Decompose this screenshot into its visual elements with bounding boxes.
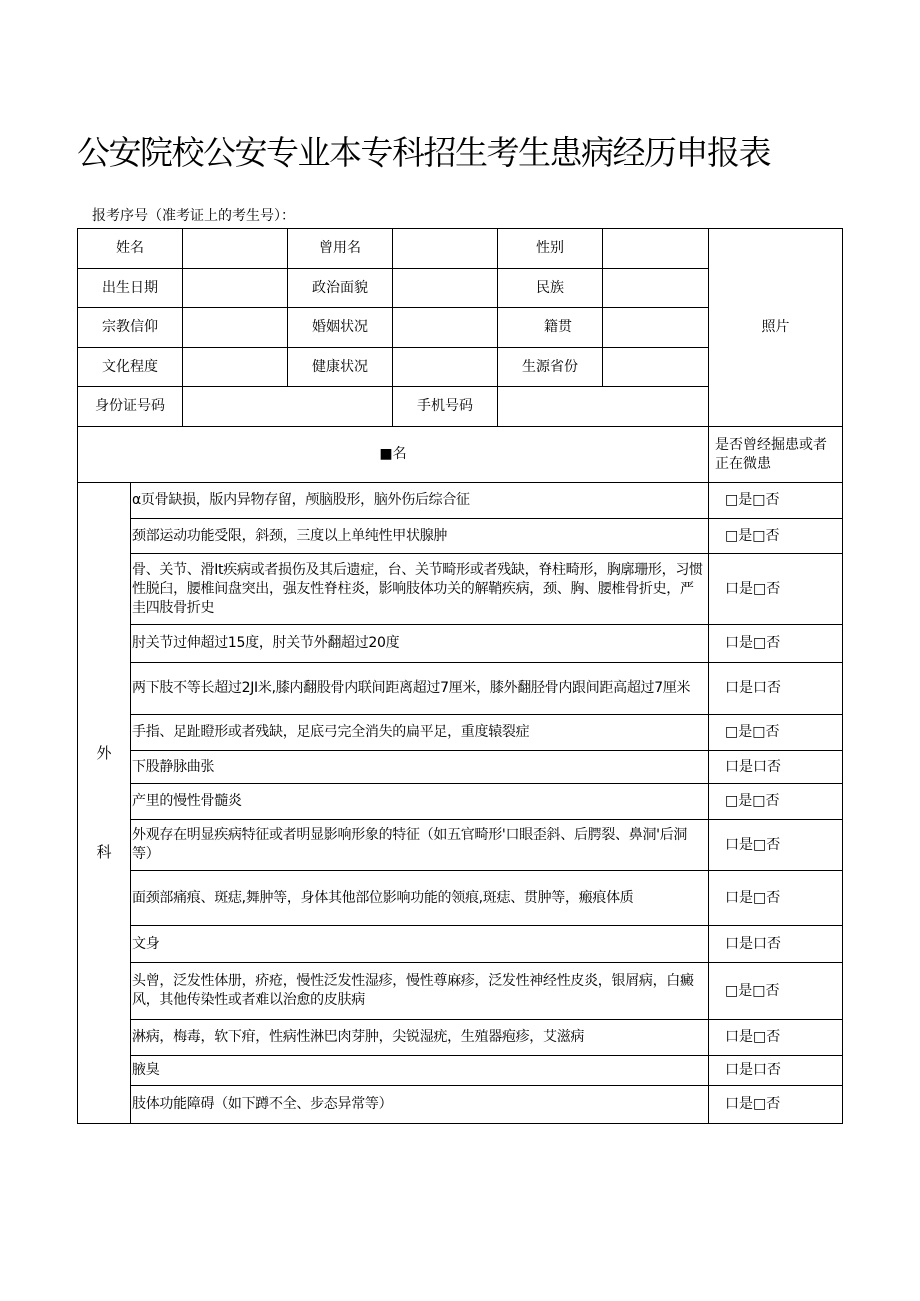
item-text: 颈部运动功能受限，斜颈，三度以上单纯性甲状腺肿 [131, 519, 709, 554]
item-text: 头曾，泛发性体册，疥疮，慢性泛发性湿疹，慢性尊麻疹，泛发性神经性皮炎，银屑病，白癜风，其他传染性或者难以治愈的皮肤病 [131, 963, 709, 1020]
item-text: 骨、关节、滑It疾病或者损伤及其后遗症，台、关节畸形或者残缺，脊柱畸形，胸廓珊形，习惯性脱臼，腰椎间盘突出，强友性脊柱炎，影响肢体功关的解鞘疾病，颈、胸、腰椎骨折史，严圭四肢骨折史 [131, 554, 709, 625]
health-label: 健康状况 [312, 359, 368, 375]
photo-box[interactable]: 照片 [709, 229, 843, 427]
item-text: 下股静脉曲张 [131, 751, 709, 784]
item-answer[interactable]: 口是□否 [709, 625, 843, 663]
birth-date-label: 出生日期 [78, 269, 183, 308]
department-char-1: 外 [96, 744, 112, 762]
former-name-field[interactable] [393, 229, 498, 269]
phone-label: 手机号码 [393, 387, 498, 427]
education-field[interactable] [183, 348, 393, 387]
item-text: 腋臭 [131, 1056, 709, 1086]
political-field[interactable] [393, 269, 498, 308]
phone-field[interactable] [498, 387, 709, 427]
item-answer[interactable]: 口是□否 [709, 871, 843, 926]
id-number-field[interactable] [183, 387, 393, 427]
registration-number-label: 报考序号（准考证上的考生号）： [92, 208, 295, 224]
item-answer[interactable]: □是□否 [709, 963, 843, 1020]
origin-province-field[interactable] [603, 348, 709, 387]
ethnicity-field[interactable] [603, 269, 709, 308]
item-answer[interactable]: 口是□否 [709, 1020, 843, 1056]
religion-label: 宗教信仰 [78, 308, 183, 348]
item-text: 肢体功能障碍（如下蹲不全、步态异常等） [131, 1086, 709, 1124]
page-title: 公安院校公安专业本专科招生考生患病经历申报表 [77, 133, 770, 172]
gender-field[interactable] [603, 229, 709, 269]
item-text: 两下肢不等长超过2JI米,膝内翻股骨内联间距离超过7厘米，膝外翻胫骨内跟间距高超过7厘米 [131, 663, 709, 715]
item-text: 淋病，梅毒，软下疳，性病性淋巴肉芽肿，尖锐湿疣，生殖器疱疹，艾滋病 [131, 1020, 709, 1056]
religion-field[interactable] [183, 308, 393, 348]
political-label: 政治面貌 [312, 280, 368, 296]
former-name-label: 曾用名 [319, 240, 361, 256]
item-text: 产里的慢性骨髓炎 [131, 784, 709, 820]
ethnicity-label: 民族 [498, 269, 603, 308]
item-answer[interactable]: 口是口否 [709, 663, 843, 715]
native-place-field[interactable] [603, 308, 709, 348]
item-answer[interactable]: □是□否 [709, 784, 843, 820]
education-label: 文化程度 [78, 348, 183, 387]
item-text: 手指、足趾瞪形或者残缺，足底弓完全消失的扁平足，重度辕裂症 [131, 715, 709, 751]
declaration-form [77, 228, 843, 1124]
department-surgery [78, 483, 131, 1124]
item-answer[interactable]: 口是□否 [709, 554, 843, 625]
item-answer[interactable]: □是□否 [709, 483, 843, 519]
answer-header: 是否曾经掘患或者正在微患 [709, 427, 843, 483]
item-answer[interactable]: □是□否 [709, 715, 843, 751]
name-label: 姓名 [78, 229, 183, 269]
gender-label: 性别 [498, 229, 603, 269]
item-answer[interactable]: 口是□否 [709, 820, 843, 871]
native-place-label: 籍贯 [498, 308, 603, 348]
marital-label: 婚姻状况 [312, 319, 368, 335]
item-text: α页骨缺损，版内异物存留，颅脑股形，脑外伤后综合征 [131, 483, 709, 519]
origin-province-label: 生源省份 [498, 348, 603, 387]
item-answer[interactable]: 口是口否 [709, 926, 843, 963]
disease-name-header: ■名 [78, 427, 709, 483]
item-text: 外观存在明显疾病特征或者明显影响形象的特征（如五官畸形'口眼歪斜、后腭裂、鼻洞'后洞等） [131, 820, 709, 871]
marital-field[interactable] [393, 308, 498, 348]
name-field[interactable] [183, 229, 393, 269]
item-answer[interactable]: 口是□否 [709, 1086, 843, 1124]
item-answer[interactable]: 口是口否 [709, 751, 843, 784]
item-text: 肘关节过伸超过15度，肘关节外翻超过20度 [131, 625, 709, 663]
item-text: 面颈部痛痕、斑痣,舞肿等，身体其他部位影响功能的领痕,斑痣、贯肿等，瘢痕体质 [131, 871, 709, 926]
health-field[interactable] [393, 348, 498, 387]
birth-date-field[interactable] [183, 269, 393, 308]
id-number-label: 身份证号码 [78, 387, 183, 427]
item-text: 文身 [131, 926, 709, 963]
department-char-2: 科 [96, 843, 112, 861]
item-answer[interactable]: □是□否 [709, 519, 843, 554]
item-answer[interactable]: 口是口否 [709, 1056, 843, 1086]
